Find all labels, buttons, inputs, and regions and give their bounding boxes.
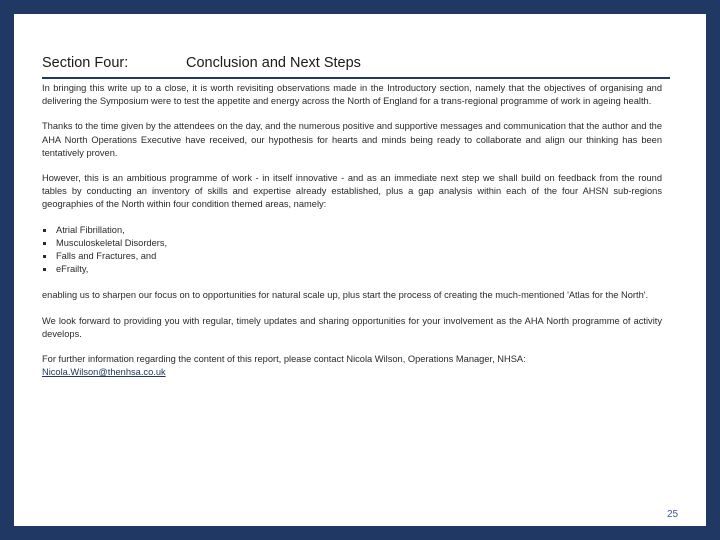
condition-areas-list (42, 224, 662, 277)
list-item-falls-fractures: Falls and Fractures, and (42, 250, 662, 263)
contact-text: For further information regarding the content of this report, please contact Nicola Wilson, Operations Manager, NHSA: (42, 354, 526, 365)
paragraph-updates: We look forward to providing you with regular, timely updates and sharing opportunities for your involvement as the AHA North programme of activity develops. (42, 315, 662, 339)
paragraph-atlas: enabling us to sharpen our focus on to opportunities for natural scale up, plus start the process of creating the much-mentioned 'Atlas for the North'. (42, 290, 649, 301)
paragraph-thanks: Thanks to the time given by the attendees on the day, and the numerous positive and supportive messages and communication that the author and the AHA North Operations Executive have received, our hypothesis for hearts and minds being ready to collaborate and align our thinking has been tentatively proven. (42, 121, 663, 158)
section-label: Section Four: (42, 55, 129, 71)
list-item-efrailty: eFrailty, (42, 263, 662, 276)
list-item-musculoskeletal: Musculoskeletal Disorders, (42, 237, 662, 250)
report-body (42, 82, 662, 391)
paragraph-intro: In bringing this write up to a close, it is worth revisiting observations made in the Introductory section, namely that the objectives of organising and delivering the Symposium were to test the appetite and energy across the North of England for a trans-regional programme of work in ageing health. (42, 83, 662, 107)
section-title: Conclusion and Next Steps (186, 55, 361, 71)
list-item-atrial-fibrillation: Atrial Fibrillation, (42, 224, 662, 237)
contact-paragraph (42, 353, 662, 379)
page-number: 25 (667, 509, 679, 520)
contact-email-link[interactable]: Nicola.Wilson@thenhsa.co.uk (42, 367, 166, 378)
section-header (42, 43, 670, 79)
paragraph-next-step: However, this is an ambitious programme of work - in itself innovative - and as an immediate next step we shall build on feedback from the round tables by conducting an inventory of skills and expertise already established, plus a gap analysis within each of the four AHSN sub-regions geographies of the North within four condition themed areas, namely: (42, 173, 662, 210)
